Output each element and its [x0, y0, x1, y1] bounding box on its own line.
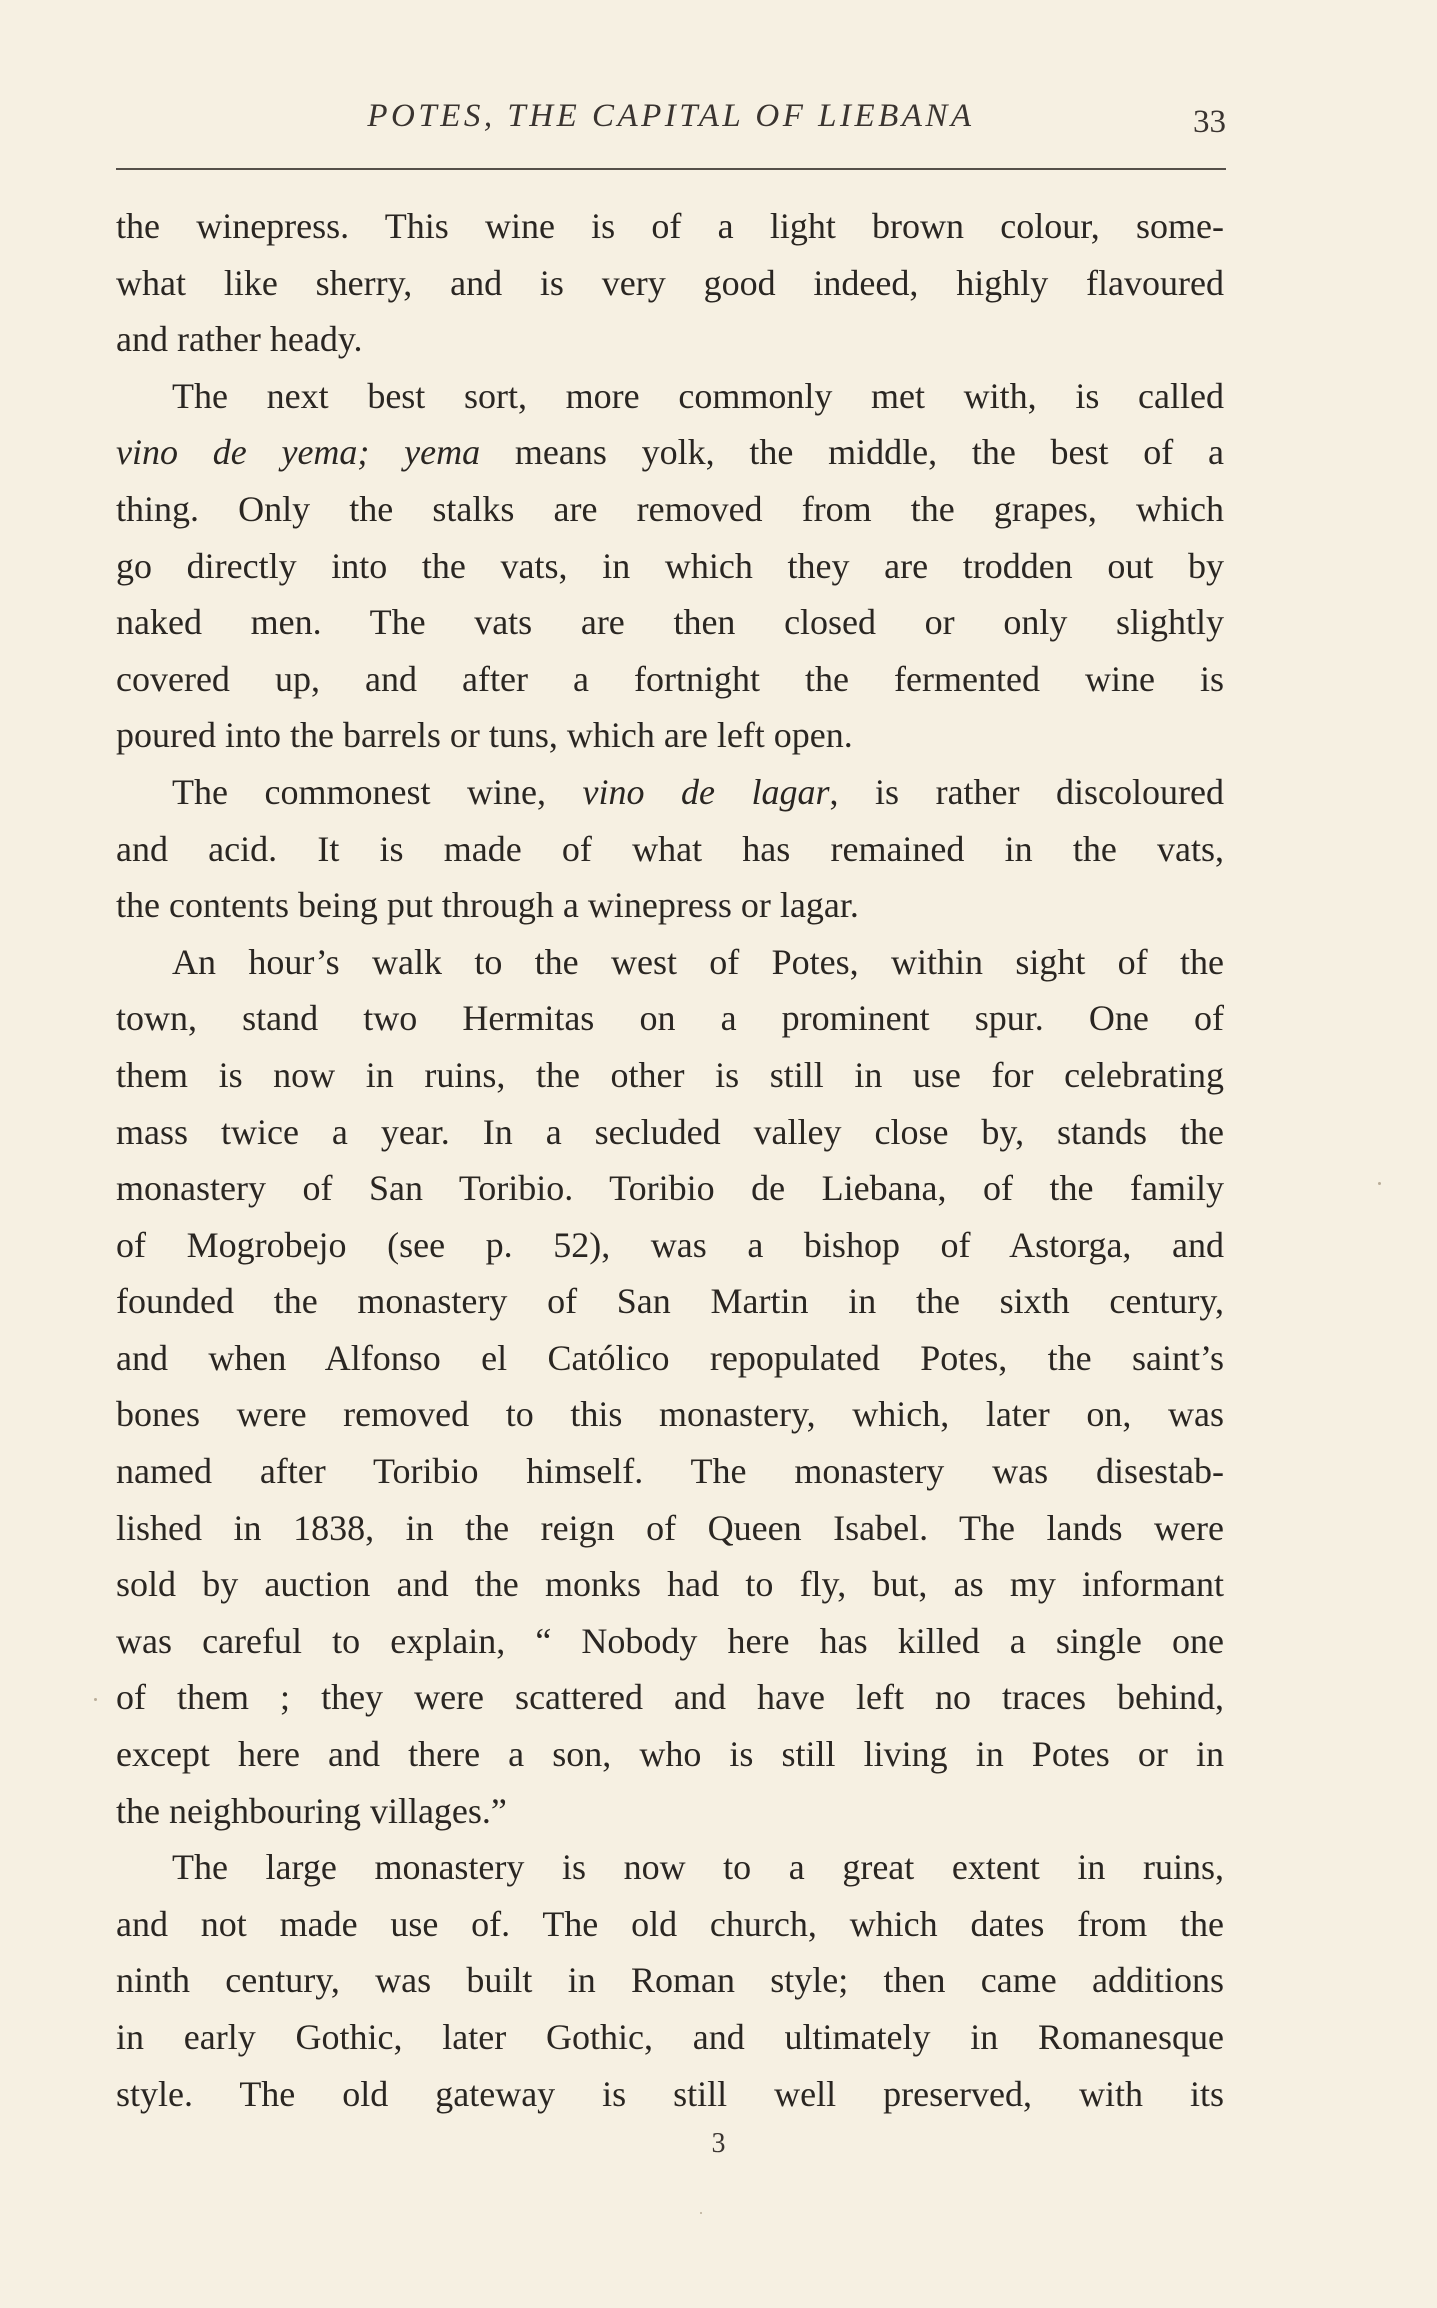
text-line: founded the monastery of San Martin in the sixth century,: [116, 1281, 1224, 1322]
text-line: bones were removed to this monastery, which, later on, was: [116, 1394, 1224, 1435]
text-line: in early Gothic, later Gothic, and ultimately in Romanesque: [116, 2017, 1224, 2057]
text-line: lished in 1838, in the reign of Queen Isabel. The lands were: [116, 1507, 1224, 1548]
text-line: go directly into the vats, in which they are trodden out by: [116, 545, 1224, 586]
text-line: The large monastery is now to a great extent in ruins,: [172, 1847, 1224, 1888]
text-line: ninth century, was built in Roman style; then came additions: [116, 1960, 1224, 2001]
text-line: vino de yema; yema means yolk, the middle, the best of a: [116, 432, 1225, 473]
text-line: of them ; they were scattered and have left no traces behind,: [116, 1677, 1224, 1718]
text-line: was careful to explain, “ Nobody here has killed a single one: [116, 1620, 1224, 1661]
text-line: The commonest wine, vino de lagar, is rather discoloured: [172, 771, 1225, 812]
text-line: and acid. It is made of what has remained in the vats,: [116, 828, 1224, 869]
text-line: of Mogrobejo (see p. 52), was a bishop of Astorga, and: [116, 1224, 1224, 1265]
text-line: them is now in ruins, the other is still in use for celebrating: [116, 1054, 1224, 1095]
text-line: except here and there a son, who is still living in Potes or in: [116, 1734, 1224, 1775]
text-line: The next best sort, more commonly met with, is called: [172, 375, 1224, 416]
signature-mark: 3: [711, 2128, 726, 2159]
header-rule: [116, 168, 1226, 170]
text-line: naked men. The vats are then closed or only slightly: [116, 602, 1224, 643]
text-line: and when Alfonso el Católico repopulated Potes, the saint’s: [116, 1337, 1224, 1378]
text-line: named after Toribio himself. The monastery was disestab-: [116, 1451, 1224, 1492]
text-line: the neighbouring villages.”: [116, 1790, 507, 1831]
text-line: the contents being put through a winepress or lagar.: [116, 885, 859, 926]
paper-speck: [700, 2212, 702, 2214]
text-line: the winepress. This wine is of a light brown colour, some-: [116, 206, 1224, 246]
paper-speck: [1378, 1182, 1381, 1185]
text-line: mass twice a year. In a secluded valley close by, stands the: [116, 1111, 1224, 1152]
text-line: and rather heady.: [116, 319, 363, 360]
text-line: poured into the barrels or tuns, which are left open.: [116, 715, 853, 756]
text-line: sold by auction and the monks had to fly, but, as my informant: [116, 1564, 1224, 1605]
page-number: 33: [1193, 104, 1226, 140]
text-line: monastery of San Toribio. Toribio de Liebana, of the family: [116, 1168, 1224, 1209]
text-line: what like sherry, and is very good indeed, highly flavoured: [116, 262, 1224, 303]
text-line: and not made use of. The old church, which dates from the: [116, 1903, 1224, 1944]
text-line: covered up, and after a fortnight the fermented wine is: [116, 658, 1224, 699]
text-line: thing. Only the stalks are removed from the grapes, which: [116, 488, 1224, 529]
paper-speck: [94, 1698, 97, 1701]
text-line: style. The old gateway is still well preserved, with its: [116, 2073, 1224, 2114]
text-line: town, stand two Hermitas on a prominent spur. One of: [116, 998, 1224, 1039]
text-line: An hour’s walk to the west of Potes, within sight of the: [172, 941, 1224, 982]
running-title: POTES, THE CAPITAL OF LIEBANA: [367, 98, 975, 134]
body-text: [116, 198, 1224, 2122]
running-head: [116, 88, 1226, 148]
